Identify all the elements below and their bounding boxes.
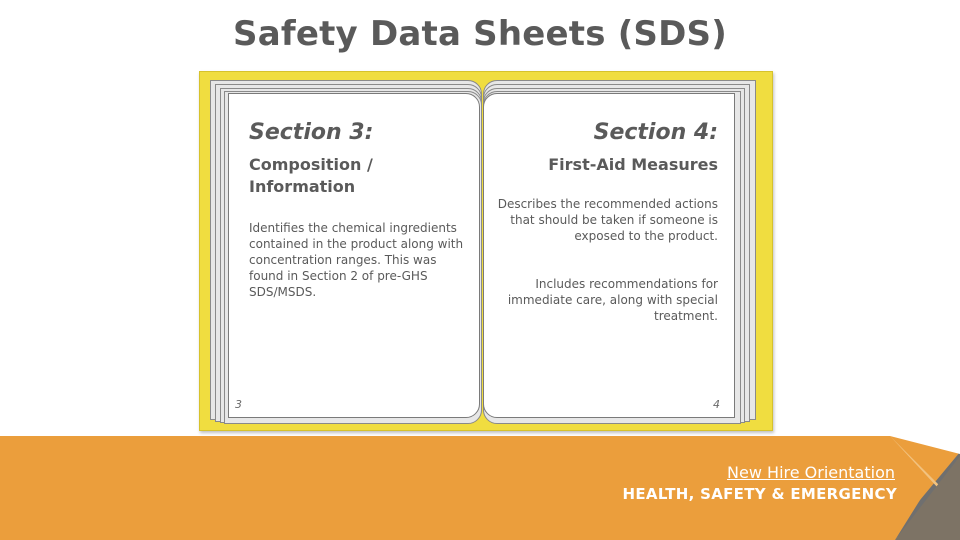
left-page bbox=[228, 93, 480, 418]
right-page bbox=[483, 93, 735, 418]
section-3-title: Section 3: bbox=[249, 120, 374, 145]
section-3-heading bbox=[249, 154, 474, 198]
section-3-heading-line1: Composition / bbox=[249, 155, 373, 174]
section-3-heading-line2: Information bbox=[249, 177, 356, 196]
open-book bbox=[199, 71, 773, 431]
section-4-recommendations: Includes recommendations for immediate care, along with special treatment. bbox=[507, 277, 718, 323]
section-4-description: Describes the recommended actions that should be taken if someone is exposed to the product. bbox=[497, 197, 718, 243]
section-4-heading: First-Aid Measures bbox=[548, 155, 718, 174]
section-3-description: Identifies the chemical ingredients contained in the product along with concentration ranges. This was found in Section 2 of pre-GHS SDS/MSDS. bbox=[249, 221, 464, 299]
new-hire-orientation-link[interactable]: New Hire Orientation bbox=[727, 463, 895, 482]
section-4-title: Section 4: bbox=[593, 120, 718, 145]
slide-title: Safety Data Sheets (SDS) bbox=[233, 14, 727, 54]
page-number-right: 4 bbox=[713, 398, 720, 411]
footer-subtitle: HEALTH, SAFETY & EMERGENCY bbox=[622, 485, 897, 503]
page-number-left: 3 bbox=[235, 398, 242, 411]
